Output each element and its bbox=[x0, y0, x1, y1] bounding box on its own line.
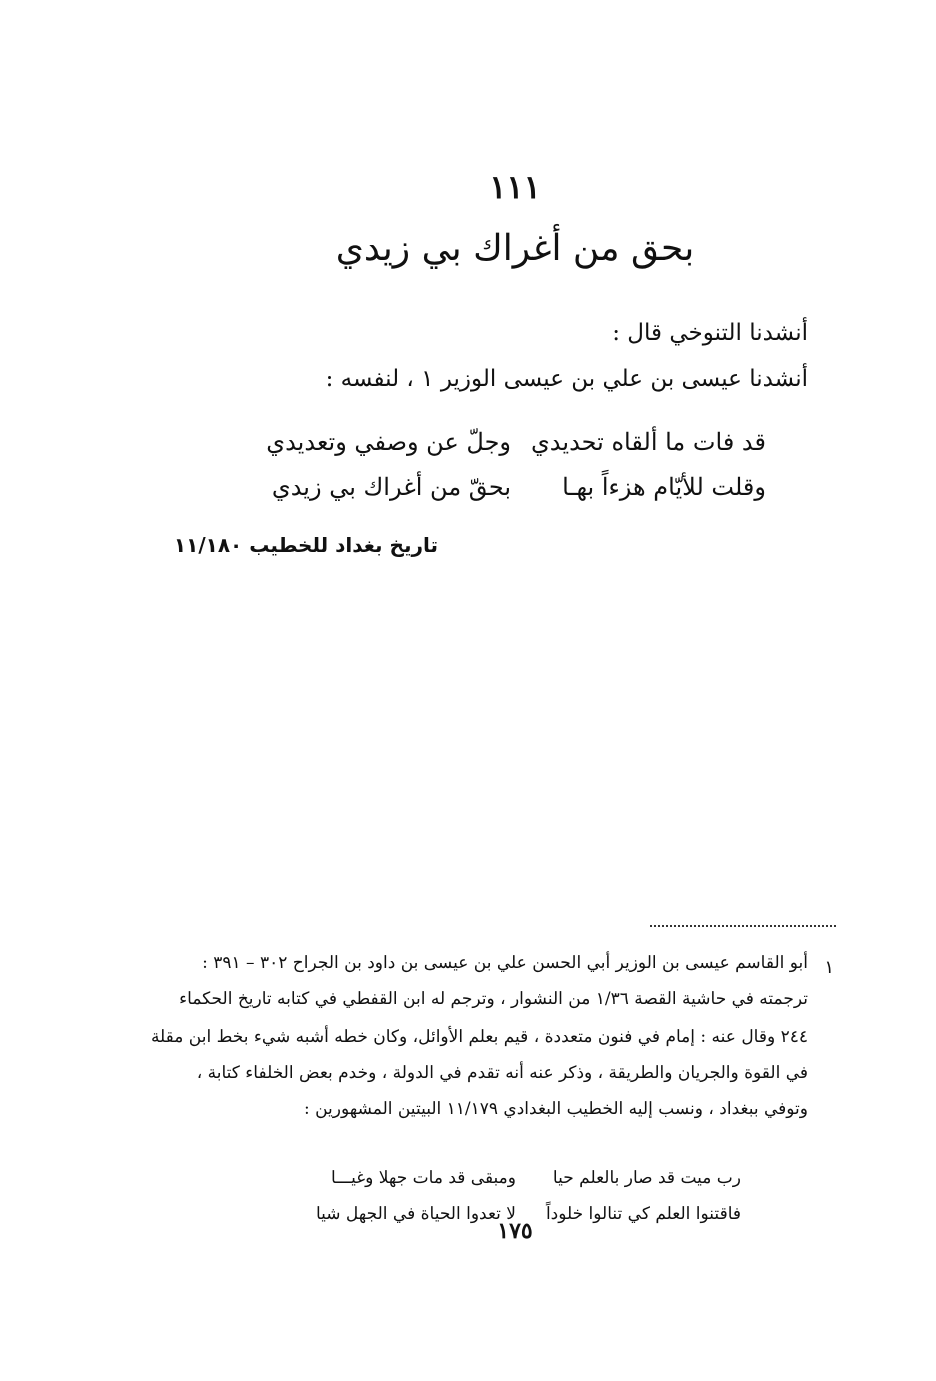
verse-second-hemistich: بحقّ من أغراك بي زيدي bbox=[271, 473, 511, 501]
verse-first-hemistich: وقلت للأيّام هزءاً بهـا bbox=[562, 473, 766, 501]
footnote-divider bbox=[650, 925, 836, 927]
intro-line: أنشدنا عيسى بن علي بن عيسى الوزير ١ ، لنفسه : bbox=[325, 366, 808, 392]
footnote-line: في القوة والجريان والطريقة ، وذكر عنه أنه تقدم في الدولة ، وخدم بعض الخلفاء كتابة ، bbox=[196, 1063, 808, 1083]
footnote-line: ترجمته في حاشية القصة ١/٣٦ من النشوار ، وترجم له ابن القفطي في كتابه تاريخ الحكماء bbox=[179, 989, 808, 1009]
poem-title: بحق من أغراك بي زيدي bbox=[335, 228, 695, 269]
footnote-verse-first-hemistich: رب ميت قد صار بالعلم حيا bbox=[552, 1168, 741, 1188]
entry-number: ١١١ bbox=[489, 168, 541, 206]
verse-second-hemistich: وجلّ عن وصفي وتعديدي bbox=[266, 428, 511, 456]
page-number: ١٧٥ bbox=[497, 1218, 533, 1244]
footnote-line: أبو القاسم عيسى بن الوزير أبي الحسن علي بن عيسى بن داود بن الجراح ٣٠٢ – ٣٩١ : bbox=[202, 953, 808, 973]
verse-first-hemistich: قد فات ما ألقاه تحديدي bbox=[531, 428, 766, 456]
footnote-marker: ١ bbox=[824, 957, 834, 978]
footnote-line: ٢٤٤ وقال عنه : إمام في فنون متعددة ، قيم بعلم الأوائل، وكان خطه أشبه شيء بخط ابن مقلة bbox=[150, 1027, 808, 1047]
intro-line: أنشدنا التنوخي قال : bbox=[612, 320, 808, 346]
footnote-verse-second-hemistich: ومبقى قد مات جهلا وغيـــا bbox=[330, 1168, 516, 1188]
footnote-verse-second-hemistich: لا تعدوا الحياة في الجهل شيا bbox=[315, 1204, 516, 1224]
footnote-verse-first-hemistich: فاقتنوا العلم كي تنالوا خلوداً bbox=[545, 1204, 741, 1224]
source-citation: تاريخ بغداد للخطيب ١١/١٨٠ bbox=[173, 533, 438, 557]
footnote-line: وتوفي ببغداد ، ونسب إليه الخطيب البغدادي ١١/١٧٩ البيتين المشهورين : bbox=[303, 1099, 808, 1119]
